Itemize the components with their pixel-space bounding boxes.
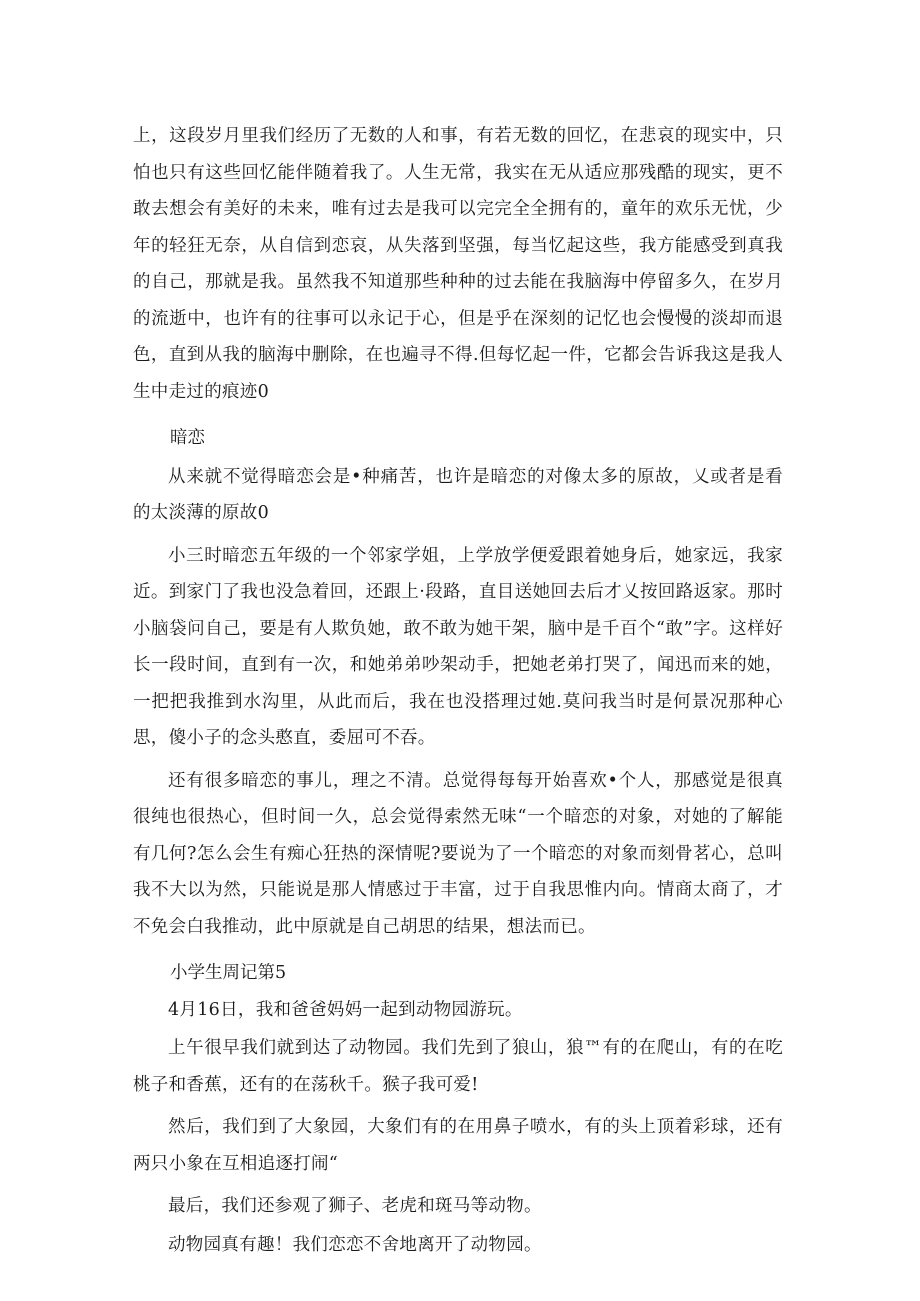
paragraph-crush-reflection: 还有很多暗恋的事儿，理之不清。总觉得每每开始喜欢•个人，那感觉是很真很纯也很热心，但时间一久，总会觉得索然无味“一个暗恋的对象，对她的了解能有几何?怎么会生有痴心狂热的深情呢?要说为了一个暗恋的对象而刻骨茗心，总叫我不大以为然，只能说是那人情感过于丰富，过于自我思惟内向。情商太商了，才不免会白我推动，此中原就是自己胡思的结果，想法而已。 [133, 770, 783, 937]
paragraph-zoo-elephants: 然后，我们到了大象园，大象们有的在用鼻子喷水，有的头上顶着彩球，还有两只小象在互相追逐打闹“ [133, 1117, 783, 1174]
paragraph-crush-story: 小三时暗恋五年级的一个邻家学姐，上学放学便爱跟着她身后，她家远，我家近。到家门了我也没急着回，还跟上·段路，直目送她回去后才乂按回路返家。那时小脑袋问自己，要是有人欺负她，敢不敢为她干架，脑中是千百个“敢”字。这样好长一段时间，直到有一次，和她弟弟吵架动手，把她老弟打哭了，闻迅而来的她，一把把我推到水沟里，从此而后，我在也没搭理过她.莫问我当时是何景况那种心思，傻小子的念头憨直，委屈可不吞。 [133, 545, 783, 748]
heading-weekly-journal: 小学生周记第5 [170, 963, 287, 983]
paragraph-crush-intro: 从来就不觉得暗恋会是•种痛苦，也许是暗恋的对像太多的原故，乂或者是看的太淡薄的原故0 [133, 466, 783, 523]
heading-crush: 暗恋 [170, 428, 205, 448]
paragraph-zoo-date: 4月16日，我和爸爸妈妈一起到动物园游玩。 [168, 999, 523, 1020]
paragraph-zoo-ending: 动物园真有趣！我们恋恋不舍地离开了动物园。 [168, 1234, 542, 1255]
document-page [133, 118, 783, 1263]
paragraph-zoo-others: 最后，我们还参观了狮子、老虎和斑马等动物。 [168, 1196, 542, 1216]
paragraph-memories: 上，这段岁月里我们经历了无数的人和事，有若无数的回忆，在悲哀的现实中，只怕也只有这些回忆能伴随着我了。人生无常，我实在无从适应那残酷的现实，更不敢去想会有美好的未来，唯有过去是我可以完完全全拥有的，童年的欢乐无忧，少年的轻狂无奈，从自信到恋哀，从失落到坚强，每当忆起这些，我方能感受到真我的自己，那就是我。虽然我不知道那些种种的过去能在我脑海中停留多久，在岁月的流逝中，也许有的往事可以永记于心，但是乎在深刻的记忆也会慢慢的淡却而退色，直到从我的脑海中删除，在也遍寻不得.但每忆起一件，它都会告诉我这是我人生中走过的痕迹0 [133, 126, 783, 402]
paragraph-zoo-monkeys: 上午很早我们就到达了动物园。我们先到了狼山，狼™有的在爬山，有的在吃桃子和香蕉，还有的在荡秋千。猴子我可爱! [133, 1038, 783, 1095]
